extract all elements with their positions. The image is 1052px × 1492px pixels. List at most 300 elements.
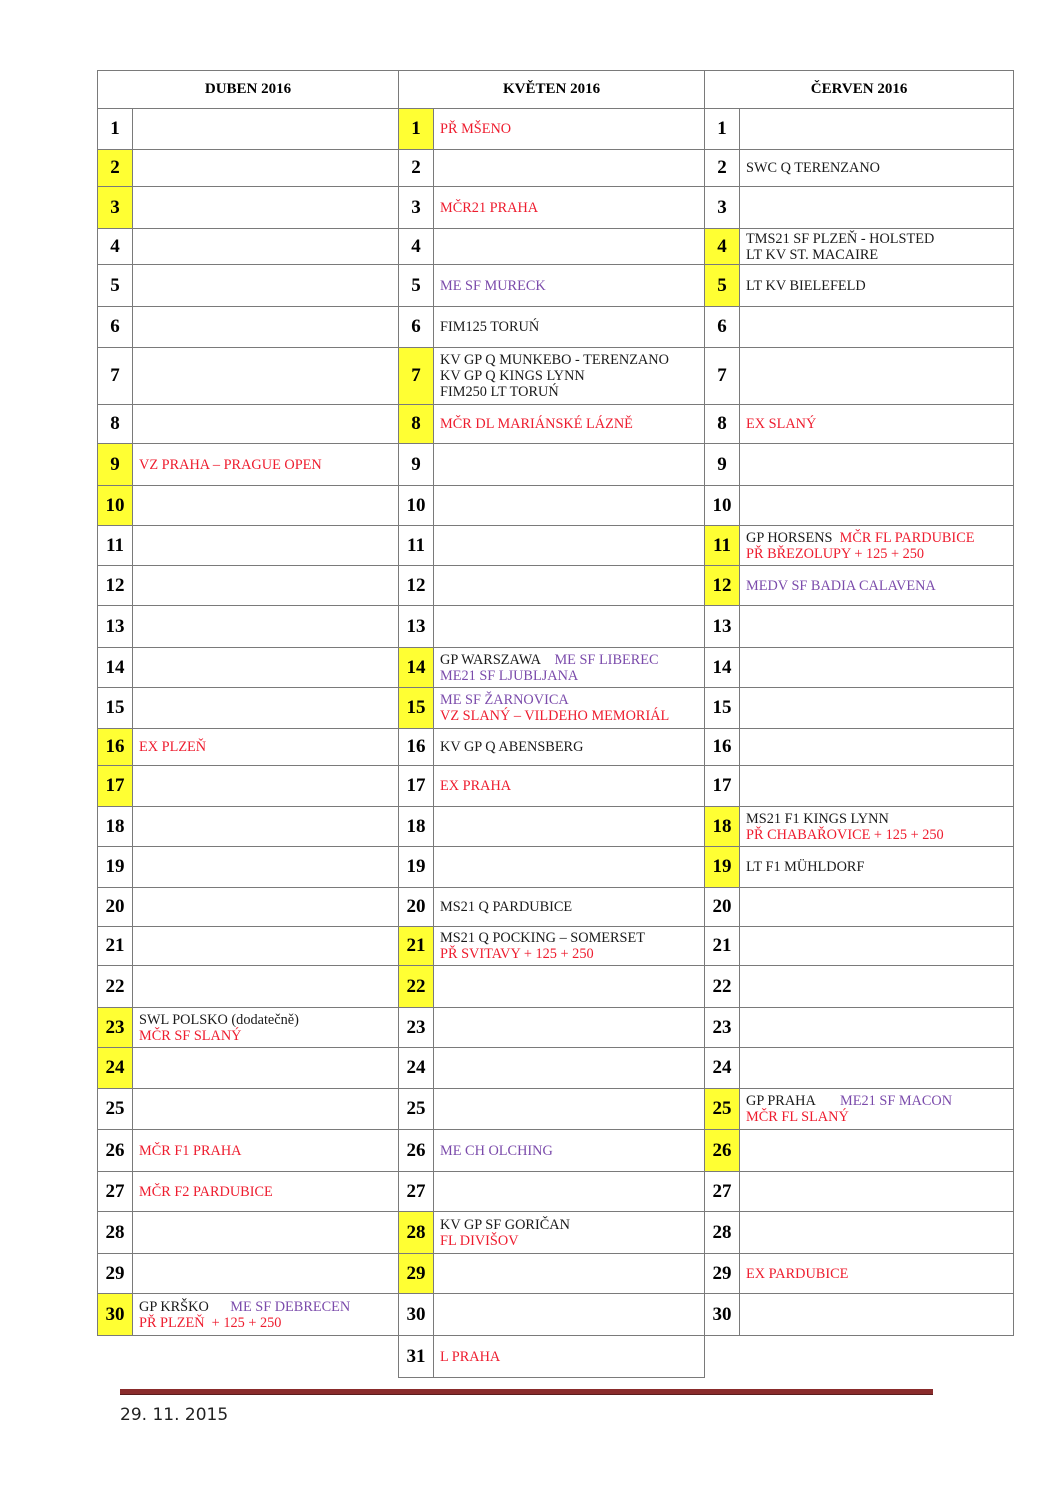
calendar-row [98,566,1014,606]
day-number-april: 22 [98,966,133,1008]
event-cell-april [133,1008,399,1048]
event-text: MČR FL SLANÝ [746,1109,849,1125]
event-line [746,859,1013,875]
event-text: L PRAHA [440,1348,501,1365]
month-header-may: KVĚTEN 2016 [399,71,705,109]
day-number-april: 26 [98,1130,133,1172]
day-number-june: 27 [705,1172,740,1212]
event-cell-june [740,888,1014,927]
event-cell-april [133,1089,399,1130]
calendar-body [98,109,1014,1378]
day-number-april: 7 [98,348,133,405]
event-cell-may [434,486,705,526]
event-cell-april [133,766,399,807]
event-text: PŘ BŘEZOLUPY + 125 + 250 [746,545,925,562]
event-cell-april [133,265,399,307]
event-text: VZ SLANÝ – VILDEHO MEMORIÁL [440,708,670,724]
event-cell-may [434,766,705,807]
day-number-june: 19 [705,847,740,888]
calendar-row [98,1294,1014,1336]
calendar-row [98,966,1014,1008]
event-cell-april [133,1294,399,1336]
event-cell-june [740,307,1014,348]
event-line [440,319,704,335]
event-line [440,692,704,708]
day-number-may: 20 [399,888,434,927]
event-cell-june [740,526,1014,566]
event-cell-june [740,766,1014,807]
event-line [440,739,704,755]
day-number-june: 1 [705,109,740,150]
event-cell-may [434,1089,705,1130]
event-cell-june [740,606,1014,648]
event-cell-june [740,229,1014,265]
month-header-row [98,71,1014,109]
event-cell-may [434,1294,705,1336]
day-number-june: 17 [705,766,740,807]
day-number-may: 17 [399,766,434,807]
day-number-april: 11 [98,526,133,566]
event-cell-april [133,927,399,966]
event-cell-june [740,405,1014,444]
event-text: PŘ PLZEŇ + 125 + 250 [139,1314,282,1331]
event-line [746,278,1013,294]
event-line [139,1184,398,1200]
month-header-april: DUBEN 2016 [98,71,399,109]
event-text: MS21 F1 KINGS LYNN [746,810,889,827]
event-cell-may [434,348,705,405]
event-cell-june [740,1130,1014,1172]
event-cell-april [133,888,399,927]
day-number-may: 10 [399,486,434,526]
event-cell-april [133,307,399,348]
event-cell-may [434,1336,705,1378]
event-cell-june [740,1254,1014,1294]
event-line [440,278,704,294]
event-text: MČR F1 PRAHA [139,1142,242,1159]
event-text: MEDV SF BADIA CALAVENA [746,577,936,594]
event-text: ME21 SF LJUBLJANA [440,667,579,684]
day-number-may: 5 [399,265,434,307]
event-line [746,1109,1013,1125]
event-text: PŘ SVITAVY + 125 + 250 [440,946,594,962]
day-number-may: 7 [399,348,434,405]
event-line [746,578,1013,594]
day-number-may: 13 [399,606,434,648]
event-text: LT F1 MÜHLDORF [746,859,865,875]
event-text: ME SF DEBRECEN [230,1298,351,1315]
event-cell-may [434,648,705,688]
event-cell-june [740,966,1014,1008]
event-text: GP HORSENS [746,529,840,546]
calendar-row [98,807,1014,847]
event-cell-june [740,1172,1014,1212]
event-text: MČR21 PRAHA [440,199,539,216]
calendar-row [98,348,1014,405]
calendar-row [98,405,1014,444]
event-line [746,160,1013,176]
event-cell-may [434,405,705,444]
day-number-june: 7 [705,348,740,405]
day-number-june: 2 [705,150,740,187]
calendar-row [98,307,1014,348]
day-number-june: 16 [705,729,740,766]
event-cell-june [740,348,1014,405]
event-cell-april [133,1172,399,1212]
event-text: MS21 Q POCKING – SOMERSET [440,930,645,946]
event-text: PŘ MŠENO [440,121,512,137]
event-text: KV GP Q MUNKEBO - TERENZANO [440,352,669,368]
calendar-row [98,888,1014,927]
event-cell-june [740,486,1014,526]
event-text: KV GP Q KINGS LYNN [440,368,585,384]
event-line [440,652,704,668]
event-cell-april [133,1254,399,1294]
event-cell-june [740,729,1014,766]
calendar-table [97,70,1014,1378]
event-cell-may [434,109,705,150]
event-cell-april [133,847,399,888]
event-line [746,416,1013,432]
day-number-april: 16 [98,729,133,766]
event-cell-june [740,1008,1014,1048]
event-cell-april [133,648,399,688]
event-cell-june [740,1294,1014,1336]
event-cell-june [740,648,1014,688]
event-cell-may [434,566,705,606]
day-number-june: 10 [705,486,740,526]
day-number-april: 19 [98,847,133,888]
day-number-april: 9 [98,444,133,486]
event-cell-may [434,688,705,729]
calendar-row [98,847,1014,888]
day-number-april: 14 [98,648,133,688]
event-cell-june [740,807,1014,847]
event-cell-may [434,1254,705,1294]
day-number-june: 8 [705,405,740,444]
event-line [746,530,1013,546]
day-number-may: 11 [399,526,434,566]
calendar-row [98,444,1014,486]
event-cell-june [740,566,1014,606]
day-number-april: 30 [98,1294,133,1336]
day-number-april: 5 [98,265,133,307]
event-line [139,1143,398,1159]
day-number-may: 9 [399,444,434,486]
day-number-june: 14 [705,648,740,688]
day-number-may: 12 [399,566,434,606]
event-line [440,368,704,384]
day-number-june: 12 [705,566,740,606]
event-text: FIM250 LT TORUŃ [440,384,559,400]
day-number-may: 19 [399,847,434,888]
event-line [440,1217,704,1233]
event-cell-april [133,150,399,187]
day-number-may: 15 [399,688,434,729]
day-number-june: 22 [705,966,740,1008]
calendar-row [98,606,1014,648]
event-line [440,121,704,137]
calendar-row [98,150,1014,187]
footer-rule [120,1389,933,1395]
event-cell-may [434,229,705,265]
day-number-may: 23 [399,1008,434,1048]
event-text: LT KV BIELEFELD [746,277,866,294]
event-line [440,668,704,684]
event-line [746,231,1013,247]
day-number-april: 21 [98,927,133,966]
event-text: EX PARDUBICE [746,1265,849,1282]
event-cell-may [434,1172,705,1212]
day-number-june: 24 [705,1048,740,1089]
event-cell-april [133,1048,399,1089]
event-text: FL DIVIŠOV [440,1232,519,1249]
event-line [440,1233,704,1249]
event-cell-june [740,150,1014,187]
event-line [440,416,704,432]
event-text: EX PRAHA [440,778,512,794]
day-number-april: 4 [98,229,133,265]
event-cell-may [434,150,705,187]
calendar-row [98,1254,1014,1294]
calendar-row [98,1130,1014,1172]
day-number-june: 29 [705,1254,740,1294]
event-text: SWC Q TERENZANO [746,160,880,176]
event-cell-april [133,444,399,486]
event-text: KV GP SF GORIČAN [440,1216,570,1233]
day-number-april: 24 [98,1048,133,1089]
day-number-june: 25 [705,1089,740,1130]
event-cell-april [133,187,399,229]
day-number-may: 29 [399,1254,434,1294]
event-line [139,739,398,755]
event-cell-april [133,807,399,847]
event-cell-april [133,486,399,526]
event-cell-april [133,1212,399,1254]
event-cell-april [133,966,399,1008]
day-number-may: 3 [399,187,434,229]
event-cell-may [434,1130,705,1172]
day-number-june: 13 [705,606,740,648]
event-cell-may [434,526,705,566]
event-cell-april [133,566,399,606]
calendar-row [98,1212,1014,1254]
day-number-june: 28 [705,1212,740,1254]
calendar-row [98,486,1014,526]
event-text: ME SF LIBEREC [554,651,659,668]
event-line [746,1093,1013,1109]
event-text: LT KV ST. MACAIRE [746,246,879,263]
event-text: SWL POLSKO (dodatečně) [139,1011,299,1028]
day-number-april: 27 [98,1172,133,1212]
calendar-row [98,1048,1014,1089]
calendar-row [98,1172,1014,1212]
event-line [139,1315,398,1331]
day-number-june: 11 [705,526,740,566]
day-number-june: 20 [705,888,740,927]
event-text: GP PRAHA [746,1093,841,1109]
event-cell-may [434,847,705,888]
event-line [746,811,1013,827]
day-number-june: 9 [705,444,740,486]
event-cell-june [740,1212,1014,1254]
calendar-row [98,109,1014,150]
event-line [440,200,704,216]
event-cell-april [133,688,399,729]
month-header-june: ČERVEN 2016 [705,71,1014,109]
event-cell-may [434,1048,705,1089]
day-number-april: 6 [98,307,133,348]
event-cell-june [740,847,1014,888]
event-line [440,1143,704,1159]
event-line [139,1299,398,1315]
event-text: EX SLANÝ [746,416,817,432]
event-line [746,827,1013,843]
day-number-may: 14 [399,648,434,688]
day-number-may: 1 [399,109,434,150]
calendar-row [98,729,1014,766]
event-cell-april [133,348,399,405]
day-number-april: 29 [98,1254,133,1294]
event-text: GP KRŠKO [139,1298,231,1315]
day-number-june: 23 [705,1008,740,1048]
day-number-june: 30 [705,1294,740,1336]
day-number-april: 1 [98,109,133,150]
event-line [440,1349,704,1365]
day-number-june: 26 [705,1130,740,1172]
event-cell-may [434,606,705,648]
event-cell-may [434,187,705,229]
event-line [440,899,704,915]
day-number-may: 31 [399,1336,434,1378]
calendar-row [98,1008,1014,1048]
event-text: MČR DL MARIÁNSKÉ LÁZNĚ [440,416,633,432]
day-number-may: 6 [399,307,434,348]
event-line [139,1012,398,1028]
event-cell-april [133,109,399,150]
day-number-may: 22 [399,966,434,1008]
event-line [746,247,1013,263]
event-cell-april [133,729,399,766]
event-text: FIM125 TORUŃ [440,319,540,335]
calendar-row [98,927,1014,966]
day-number-april: 8 [98,405,133,444]
calendar-row [98,1336,1014,1378]
event-line [440,384,704,400]
calendar-row [98,766,1014,807]
event-cell-may [434,307,705,348]
event-line [746,1266,1013,1282]
event-cell-april [133,606,399,648]
event-cell-june [740,265,1014,307]
event-text: EX PLZEŇ [139,739,207,755]
day-number-june: 15 [705,688,740,729]
day-number-april: 13 [98,606,133,648]
footer-date: 29. 11. 2015 [120,1405,229,1425]
event-text: PŘ CHABAŘOVICE + 125 + 250 [746,826,944,843]
day-number-june: 18 [705,807,740,847]
day-number-april: 18 [98,807,133,847]
day-number-april: 23 [98,1008,133,1048]
event-cell-may [434,444,705,486]
event-text: TMS21 SF PLZEŇ - HOLSTED [746,230,935,247]
calendar-row [98,688,1014,729]
day-number-june: 5 [705,265,740,307]
event-cell-may [434,966,705,1008]
day-number-may: 21 [399,927,434,966]
event-cell-may [434,1008,705,1048]
event-cell-may [434,265,705,307]
calendar-row [98,229,1014,265]
event-line [440,708,704,724]
empty-cell [98,1336,399,1378]
event-text: MČR FL PARDUBICE [839,529,975,546]
event-cell-june [740,1089,1014,1130]
day-number-april: 15 [98,688,133,729]
day-number-june: 21 [705,927,740,966]
event-text: VZ PRAHA – PRAGUE OPEN [139,456,322,473]
event-text: ME SF ŽARNOVICA [440,692,569,708]
event-text: KV GP Q ABENSBERG [440,739,584,755]
event-line [139,457,398,473]
event-cell-june [740,444,1014,486]
event-cell-june [740,688,1014,729]
calendar-row [98,187,1014,229]
event-cell-may [434,1212,705,1254]
day-number-april: 20 [98,888,133,927]
day-number-may: 2 [399,150,434,187]
event-cell-may [434,927,705,966]
calendar-row [98,1089,1014,1130]
day-number-may: 26 [399,1130,434,1172]
event-text: GP WARSZAWA [440,651,555,668]
day-number-april: 17 [98,766,133,807]
calendar-row [98,526,1014,566]
day-number-may: 30 [399,1294,434,1336]
day-number-june: 3 [705,187,740,229]
day-number-april: 3 [98,187,133,229]
event-text: ME21 SF MACON [840,1093,953,1109]
event-cell-june [740,187,1014,229]
day-number-april: 2 [98,150,133,187]
calendar-row [98,265,1014,307]
day-number-may: 4 [399,229,434,265]
day-number-june: 6 [705,307,740,348]
day-number-april: 10 [98,486,133,526]
day-number-april: 28 [98,1212,133,1254]
event-cell-may [434,729,705,766]
day-number-may: 16 [399,729,434,766]
event-cell-april [133,229,399,265]
event-line [139,1028,398,1044]
day-number-april: 12 [98,566,133,606]
event-line [440,778,704,794]
event-line [746,546,1013,562]
day-number-may: 25 [399,1089,434,1130]
day-number-may: 8 [399,405,434,444]
event-text: ME SF MURECK [440,277,546,294]
day-number-june: 4 [705,229,740,265]
event-cell-june [740,927,1014,966]
day-number-may: 18 [399,807,434,847]
event-text: MS21 Q PARDUBICE [440,899,573,915]
event-line [440,946,704,962]
event-cell-june [740,109,1014,150]
day-number-may: 28 [399,1212,434,1254]
event-line [440,930,704,946]
event-cell-april [133,526,399,566]
empty-cell [705,1336,1014,1378]
